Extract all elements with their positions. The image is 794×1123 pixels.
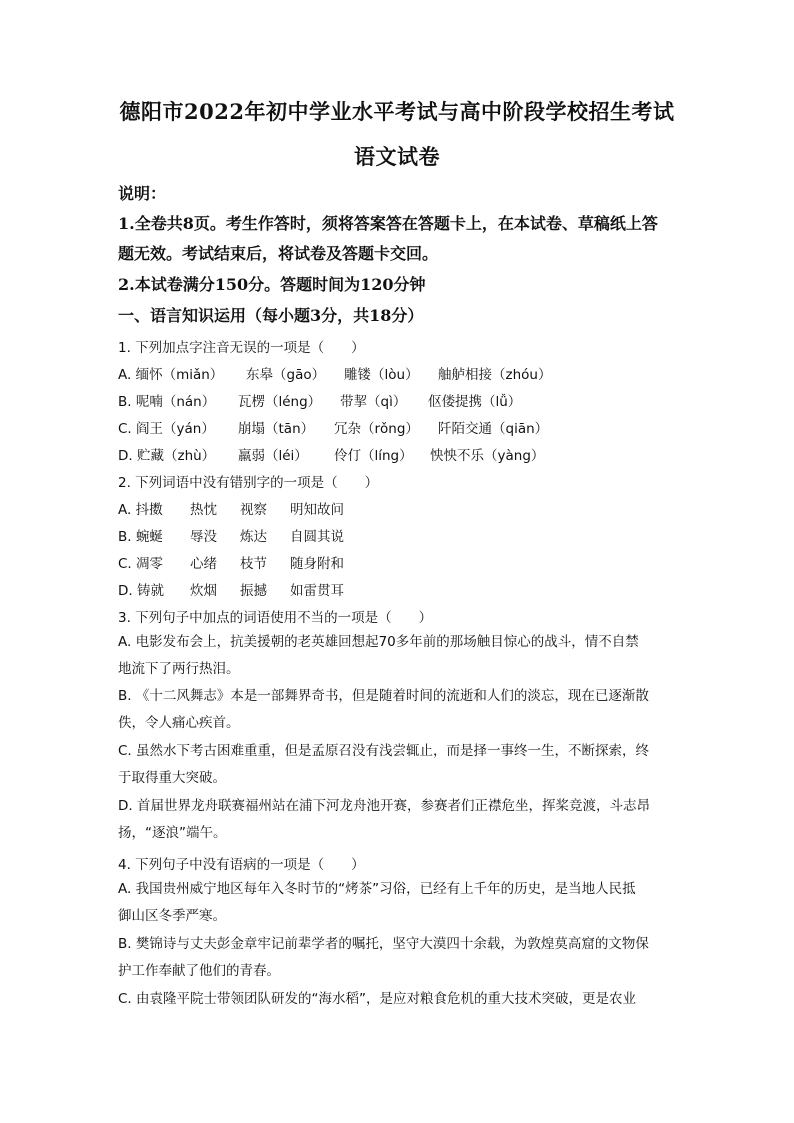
question-3-option-c bbox=[118, 738, 678, 792]
question-3-option-a bbox=[118, 629, 678, 683]
question-2-option-d bbox=[118, 579, 344, 599]
option-word: A. 缅怀（miǎn） bbox=[118, 367, 224, 383]
option-word: 伶仃（líng） bbox=[334, 448, 413, 464]
option-word: B. 蜿蜒 bbox=[118, 529, 163, 545]
question-3-option-d bbox=[118, 793, 678, 847]
question-1-option-c bbox=[118, 417, 548, 437]
option-word: C. 凋零 bbox=[118, 556, 164, 572]
exam-subtitle: 语文试卷 bbox=[354, 144, 440, 169]
section-heading: 一、语言知识运用（每小题3分，共18分） bbox=[118, 306, 424, 325]
question-1-option-d bbox=[118, 444, 544, 464]
question-1-option-a bbox=[118, 363, 551, 383]
option-text: A. 电影发布会上，抗美援朝的老英雄回想起70多年前的那场触目惊心的战斗，情不自禁 bbox=[118, 634, 639, 650]
option-text: B. 《十二风舞志》本是一部舞界奇书，但是随着时间的流逝和人们的淡忘，现在已逐渐散 bbox=[118, 688, 649, 704]
option-word: 炊烟 bbox=[190, 583, 217, 599]
option-text: 佚，令人痛心疾首。 bbox=[118, 715, 240, 731]
option-word: 瓦楞（léng） bbox=[238, 394, 322, 410]
question-1-stem: 1. 下列加点字注音无误的一项是（ ） bbox=[118, 340, 365, 356]
option-word: C. 阎王（yán） bbox=[118, 421, 215, 437]
question-3-option-b bbox=[118, 683, 678, 737]
option-word: 如雷贯耳 bbox=[290, 583, 344, 599]
option-word: 随身附和 bbox=[290, 556, 344, 572]
question-2-option-b bbox=[118, 525, 344, 545]
option-text: 御山区冬季严寒。 bbox=[118, 908, 226, 924]
option-word: 振撼 bbox=[240, 583, 267, 599]
question-2-option-c bbox=[118, 552, 344, 572]
question-4-option-c bbox=[118, 986, 678, 1013]
instructions-label: 说明： bbox=[118, 184, 167, 203]
option-text: C. 由袁隆平院士带领团队研发的“海水稻”，是应对粮食危机的重大技术突破，更是农业 bbox=[118, 991, 636, 1007]
option-word: 羸弱（léi） bbox=[238, 448, 308, 464]
option-word: 冗杂（rǒng） bbox=[334, 421, 419, 437]
option-word: 心绪 bbox=[190, 556, 217, 572]
question-1-option-b bbox=[118, 390, 521, 410]
question-3-stem: 3. 下列句子中加点的词语使用不当的一项是（ ） bbox=[118, 610, 433, 626]
instruction-item-1a: 1.全卷共8页。考生作答时，须将答案答在答题卡上，在本试卷、草稿纸上答 bbox=[118, 214, 658, 233]
option-word: 阡陌交通（qiān） bbox=[438, 421, 549, 437]
option-word: 自圆其说 bbox=[290, 529, 344, 545]
question-4-option-a bbox=[118, 876, 678, 930]
question-2-stem: 2. 下列词语中没有错别字的一项是（ ） bbox=[118, 475, 379, 491]
option-word: 热忱 bbox=[190, 502, 217, 518]
option-word: 雕镂（lòu） bbox=[344, 367, 419, 383]
option-word: 怏怏不乐（yàng） bbox=[430, 448, 545, 464]
question-4-stem: 4. 下列句子中没有语病的一项是（ ） bbox=[118, 857, 365, 873]
option-word: 东皋（gāo） bbox=[246, 367, 326, 383]
option-word: D. 铸就 bbox=[118, 583, 164, 599]
option-text: B. 樊锦诗与丈夫彭金章牢记前辈学者的嘱托，坚守大漠四十余载，为敦煌莫高窟的文物保 bbox=[118, 936, 649, 952]
option-text: A. 我国贵州威宁地区每年入冬时节的“烤茶”习俗，已经有上千年的历史，是当地人民抵 bbox=[118, 881, 636, 897]
question-4-option-b bbox=[118, 931, 678, 985]
option-word: 辱没 bbox=[190, 529, 217, 545]
option-word: 明知故问 bbox=[290, 502, 344, 518]
option-word: 伛偻提携（lǚ） bbox=[428, 394, 522, 410]
option-text: 地流下了两行热泪。 bbox=[118, 661, 240, 677]
option-text: 于取得重大突破。 bbox=[118, 770, 226, 786]
question-2-option-a bbox=[118, 498, 344, 518]
option-text: 扬，“逐浪”端午。 bbox=[118, 825, 227, 841]
option-word: 带挈（qì） bbox=[340, 394, 407, 410]
option-word: B. 呢喃（nán） bbox=[118, 394, 216, 410]
option-text: D. 首届世界龙舟联赛福州站在浦下河龙舟池开赛，参赛者们正襟危坐，挥桨竞渡，斗志昂 bbox=[118, 798, 650, 814]
option-text: 护工作奉献了他们的青春。 bbox=[118, 963, 280, 979]
option-word: 舳舻相接（zhóu） bbox=[438, 367, 552, 383]
instruction-item-1b: 题无效。考试结束后，将试卷及答题卡交回。 bbox=[118, 244, 439, 263]
option-word: D. 贮藏（zhù） bbox=[118, 448, 216, 464]
option-word: 崩塌（tān） bbox=[238, 421, 315, 437]
option-word: A. 抖擞 bbox=[118, 502, 163, 518]
exam-title: 德阳市2022年初中学业水平考试与高中阶段学校招生考试 bbox=[119, 99, 675, 124]
option-word: 视察 bbox=[240, 502, 267, 518]
option-text: C. 虽然水下考古困难重重，但是孟原召没有浅尝辄止，而是择一事终一生，不断探索，终 bbox=[118, 743, 650, 759]
option-word: 炼达 bbox=[240, 529, 267, 545]
instruction-item-2: 2.本试卷满分150分。答题时间为120分钟 bbox=[118, 275, 426, 294]
option-word: 枝节 bbox=[240, 556, 267, 572]
